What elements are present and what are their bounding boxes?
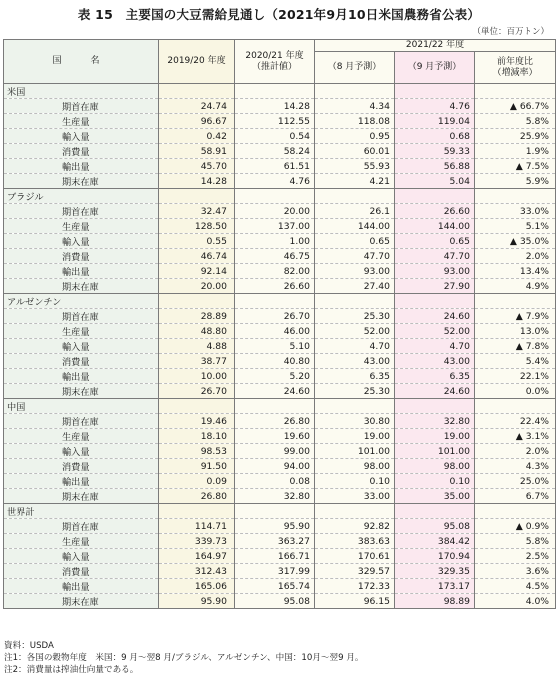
item-label: 生産量 xyxy=(4,429,159,444)
item-label: 輸入量 xyxy=(4,549,159,564)
value-aug: 30.80 xyxy=(315,414,395,429)
value-2020: 363.27 xyxy=(235,534,315,549)
table-row xyxy=(4,264,556,279)
value-sep: 144.00 xyxy=(395,219,475,234)
value-aug: 383.63 xyxy=(315,534,395,549)
value-sep: 95.08 xyxy=(395,519,475,534)
value-2020: 99.00 xyxy=(235,444,315,459)
empty-cell xyxy=(315,189,395,204)
value-2020: 0.08 xyxy=(235,474,315,489)
value-aug: 33.00 xyxy=(315,489,395,504)
table-row xyxy=(4,129,556,144)
value-yoy: 25.0% xyxy=(475,474,556,489)
empty-cell xyxy=(235,399,315,414)
value-aug: 144.00 xyxy=(315,219,395,234)
empty-cell xyxy=(235,189,315,204)
value-yoy: 5.9% xyxy=(475,174,556,189)
value-yoy: 13.4% xyxy=(475,264,556,279)
item-label: 消費量 xyxy=(4,249,159,264)
value-sep: 35.00 xyxy=(395,489,475,504)
value-yoy: 5.8% xyxy=(475,534,556,549)
empty-cell xyxy=(475,399,556,414)
value-sep: 4.70 xyxy=(395,339,475,354)
table-row xyxy=(4,489,556,504)
item-label: 生産量 xyxy=(4,324,159,339)
value-aug: 43.00 xyxy=(315,354,395,369)
value-yoy: 3.6% xyxy=(475,564,556,579)
value-aug: 27.40 xyxy=(315,279,395,294)
item-label: 輸入量 xyxy=(4,444,159,459)
value-2019: 91.50 xyxy=(159,459,235,474)
value-aug: 60.01 xyxy=(315,144,395,159)
value-sep: 0.65 xyxy=(395,234,475,249)
value-2020: 40.80 xyxy=(235,354,315,369)
table-body xyxy=(4,84,556,609)
header-2019: 2019/20 年度 xyxy=(159,40,235,84)
table-row xyxy=(4,204,556,219)
item-label: 輸出量 xyxy=(4,159,159,174)
empty-cell xyxy=(315,294,395,309)
value-2019: 10.00 xyxy=(159,369,235,384)
value-aug: 172.33 xyxy=(315,579,395,594)
table-row xyxy=(4,579,556,594)
value-2020: 26.60 xyxy=(235,279,315,294)
table-row xyxy=(4,174,556,189)
country-row xyxy=(4,399,556,414)
table-row xyxy=(4,384,556,399)
table-row xyxy=(4,114,556,129)
value-sep: 329.35 xyxy=(395,564,475,579)
empty-cell xyxy=(315,504,395,519)
value-2019: 20.00 xyxy=(159,279,235,294)
value-yoy: 4.3% xyxy=(475,459,556,474)
item-label: 輸入量 xyxy=(4,234,159,249)
value-aug: 329.57 xyxy=(315,564,395,579)
item-label: 輸出量 xyxy=(4,579,159,594)
header-2020 xyxy=(235,40,315,84)
value-2019: 24.74 xyxy=(159,99,235,114)
empty-cell xyxy=(159,84,235,99)
value-aug: 0.95 xyxy=(315,129,395,144)
value-sep: 24.60 xyxy=(395,309,475,324)
empty-cell xyxy=(475,189,556,204)
header-sep: （9 月予測） xyxy=(395,52,475,84)
value-2019: 92.14 xyxy=(159,264,235,279)
value-2019: 58.91 xyxy=(159,144,235,159)
value-aug: 52.00 xyxy=(315,324,395,339)
value-aug: 19.00 xyxy=(315,429,395,444)
value-sep: 59.33 xyxy=(395,144,475,159)
value-2020: 1.00 xyxy=(235,234,315,249)
value-sep: 47.70 xyxy=(395,249,475,264)
table-row xyxy=(4,234,556,249)
value-aug: 4.70 xyxy=(315,339,395,354)
table-row xyxy=(4,369,556,384)
value-2020: 137.00 xyxy=(235,219,315,234)
value-2020: 19.60 xyxy=(235,429,315,444)
value-2020: 95.08 xyxy=(235,594,315,609)
empty-cell xyxy=(475,84,556,99)
value-2019: 19.46 xyxy=(159,414,235,429)
empty-cell xyxy=(395,399,475,414)
value-sep: 4.76 xyxy=(395,99,475,114)
value-2019: 26.70 xyxy=(159,384,235,399)
value-aug: 170.61 xyxy=(315,549,395,564)
value-aug: 25.30 xyxy=(315,384,395,399)
footnote-2: 注2：消費量は搾油仕向量である。 xyxy=(4,665,139,675)
item-label: 輸出量 xyxy=(4,369,159,384)
country-name: 米国 xyxy=(4,84,159,99)
header-2020-line1: 2020/21 年度 xyxy=(245,50,304,61)
value-2019: 114.71 xyxy=(159,519,235,534)
value-yoy: ▲ 35.0% xyxy=(475,234,556,249)
table-title: 表 15 主要国の大豆需給見通し（2021年9月10日米国農務省公表） xyxy=(77,7,481,22)
table-row xyxy=(4,414,556,429)
value-yoy: 4.0% xyxy=(475,594,556,609)
value-2019: 32.47 xyxy=(159,204,235,219)
value-2020: 61.51 xyxy=(235,159,315,174)
table-row xyxy=(4,309,556,324)
item-label: 輸入量 xyxy=(4,129,159,144)
empty-cell xyxy=(475,294,556,309)
value-yoy: 4.9% xyxy=(475,279,556,294)
value-yoy: 5.4% xyxy=(475,354,556,369)
item-label: 期首在庫 xyxy=(4,519,159,534)
item-label: 期首在庫 xyxy=(4,309,159,324)
value-aug: 55.93 xyxy=(315,159,395,174)
value-sep: 43.00 xyxy=(395,354,475,369)
value-2019: 38.77 xyxy=(159,354,235,369)
country-row xyxy=(4,84,556,99)
header-2021: 2021/22 年度 xyxy=(315,40,556,52)
value-aug: 6.35 xyxy=(315,369,395,384)
empty-cell xyxy=(235,504,315,519)
item-label: 輸入量 xyxy=(4,339,159,354)
value-2019: 45.70 xyxy=(159,159,235,174)
value-yoy: 22.4% xyxy=(475,414,556,429)
value-aug: 26.1 xyxy=(315,204,395,219)
value-2020: 46.00 xyxy=(235,324,315,339)
table-row xyxy=(4,474,556,489)
country-name: 世界計 xyxy=(4,504,159,519)
value-sep: 0.68 xyxy=(395,129,475,144)
table-row xyxy=(4,534,556,549)
value-yoy: 1.9% xyxy=(475,144,556,159)
value-sep: 6.35 xyxy=(395,369,475,384)
table-row xyxy=(4,549,556,564)
value-aug: 47.70 xyxy=(315,249,395,264)
empty-cell xyxy=(159,399,235,414)
value-2019: 95.90 xyxy=(159,594,235,609)
value-yoy: 25.9% xyxy=(475,129,556,144)
value-2019: 164.97 xyxy=(159,549,235,564)
unit-label: （単位：百万トン） xyxy=(472,27,549,37)
value-yoy: ▲ 7.9% xyxy=(475,309,556,324)
item-label: 期首在庫 xyxy=(4,204,159,219)
item-label: 期首在庫 xyxy=(4,99,159,114)
item-label: 輸出量 xyxy=(4,264,159,279)
value-2019: 4.88 xyxy=(159,339,235,354)
value-2020: 166.71 xyxy=(235,549,315,564)
country-row xyxy=(4,504,556,519)
empty-cell xyxy=(395,504,475,519)
table-row xyxy=(4,159,556,174)
value-2019: 98.53 xyxy=(159,444,235,459)
value-aug: 118.08 xyxy=(315,114,395,129)
value-sep: 384.42 xyxy=(395,534,475,549)
table-row xyxy=(4,219,556,234)
value-aug: 92.82 xyxy=(315,519,395,534)
value-2020: 58.24 xyxy=(235,144,315,159)
value-yoy: 0.0% xyxy=(475,384,556,399)
item-label: 期末在庫 xyxy=(4,489,159,504)
value-yoy: 2.0% xyxy=(475,249,556,264)
item-label: 消費量 xyxy=(4,564,159,579)
item-label: 消費量 xyxy=(4,459,159,474)
value-2019: 0.09 xyxy=(159,474,235,489)
empty-cell xyxy=(159,189,235,204)
footnotes xyxy=(4,640,364,676)
value-2019: 0.42 xyxy=(159,129,235,144)
value-2020: 32.80 xyxy=(235,489,315,504)
value-yoy: ▲ 66.7% xyxy=(475,99,556,114)
value-2020: 94.00 xyxy=(235,459,315,474)
value-2019: 28.89 xyxy=(159,309,235,324)
value-2020: 46.75 xyxy=(235,249,315,264)
header-2020-line2: （推計値） xyxy=(251,61,297,72)
table-row xyxy=(4,144,556,159)
table-row xyxy=(4,444,556,459)
value-yoy: 5.1% xyxy=(475,219,556,234)
value-2019: 26.80 xyxy=(159,489,235,504)
empty-cell xyxy=(235,84,315,99)
value-2020: 95.90 xyxy=(235,519,315,534)
empty-cell xyxy=(159,504,235,519)
value-2020: 14.28 xyxy=(235,99,315,114)
empty-cell xyxy=(395,189,475,204)
value-2020: 20.00 xyxy=(235,204,315,219)
country-name: 中国 xyxy=(4,399,159,414)
table-row xyxy=(4,339,556,354)
value-sep: 93.00 xyxy=(395,264,475,279)
value-2019: 48.80 xyxy=(159,324,235,339)
value-2020: 24.60 xyxy=(235,384,315,399)
value-aug: 0.65 xyxy=(315,234,395,249)
footnote-1: 注1：各国の穀物年度 米国：9 月〜翌8 月/ブラジル、アルゼンチン、中国：10月〜翌9 月。 xyxy=(4,653,364,663)
value-2019: 312.43 xyxy=(159,564,235,579)
value-aug: 101.00 xyxy=(315,444,395,459)
value-sep: 27.90 xyxy=(395,279,475,294)
value-yoy: 6.7% xyxy=(475,489,556,504)
value-2019: 128.50 xyxy=(159,219,235,234)
value-2020: 26.70 xyxy=(235,309,315,324)
item-label: 生産量 xyxy=(4,114,159,129)
item-label: 期首在庫 xyxy=(4,414,159,429)
value-sep: 119.04 xyxy=(395,114,475,129)
value-sep: 5.04 xyxy=(395,174,475,189)
empty-cell xyxy=(395,294,475,309)
value-2020: 112.55 xyxy=(235,114,315,129)
value-sep: 24.60 xyxy=(395,384,475,399)
value-sep: 19.00 xyxy=(395,429,475,444)
value-2019: 46.74 xyxy=(159,249,235,264)
table-row xyxy=(4,99,556,114)
value-aug: 25.30 xyxy=(315,309,395,324)
value-aug: 4.34 xyxy=(315,99,395,114)
value-sep: 52.00 xyxy=(395,324,475,339)
value-2019: 18.10 xyxy=(159,429,235,444)
value-yoy: ▲ 3.1% xyxy=(475,429,556,444)
footnote-source: 資料：USDA xyxy=(4,641,54,651)
value-aug: 96.15 xyxy=(315,594,395,609)
value-2019: 0.55 xyxy=(159,234,235,249)
value-2020: 317.99 xyxy=(235,564,315,579)
table-row xyxy=(4,459,556,474)
value-2019: 96.67 xyxy=(159,114,235,129)
value-sep: 98.89 xyxy=(395,594,475,609)
item-label: 期末在庫 xyxy=(4,174,159,189)
value-2020: 0.54 xyxy=(235,129,315,144)
empty-cell xyxy=(159,294,235,309)
item-label: 消費量 xyxy=(4,144,159,159)
value-yoy: ▲ 7.5% xyxy=(475,159,556,174)
value-2019: 14.28 xyxy=(159,174,235,189)
item-label: 期末在庫 xyxy=(4,594,159,609)
table-row xyxy=(4,519,556,534)
value-aug: 93.00 xyxy=(315,264,395,279)
item-label: 消費量 xyxy=(4,354,159,369)
value-sep: 26.60 xyxy=(395,204,475,219)
empty-cell xyxy=(315,399,395,414)
item-label: 輸出量 xyxy=(4,474,159,489)
value-yoy: 13.0% xyxy=(475,324,556,339)
item-label: 期末在庫 xyxy=(4,384,159,399)
value-2019: 165.06 xyxy=(159,579,235,594)
item-label: 生産量 xyxy=(4,219,159,234)
country-name: アルゼンチン xyxy=(4,294,159,309)
value-aug: 0.10 xyxy=(315,474,395,489)
value-2020: 82.00 xyxy=(235,264,315,279)
empty-cell xyxy=(235,294,315,309)
value-yoy: 22.1% xyxy=(475,369,556,384)
table-row xyxy=(4,429,556,444)
value-2019: 339.73 xyxy=(159,534,235,549)
table-row xyxy=(4,249,556,264)
value-2020: 5.10 xyxy=(235,339,315,354)
item-label: 生産量 xyxy=(4,534,159,549)
empty-cell xyxy=(395,84,475,99)
header-yoy xyxy=(475,52,556,84)
table-row xyxy=(4,354,556,369)
country-row xyxy=(4,294,556,309)
country-row xyxy=(4,189,556,204)
value-sep: 56.88 xyxy=(395,159,475,174)
value-yoy: 5.8% xyxy=(475,114,556,129)
empty-cell xyxy=(315,84,395,99)
value-yoy: 2.5% xyxy=(475,549,556,564)
item-label: 期末在庫 xyxy=(4,279,159,294)
value-sep: 101.00 xyxy=(395,444,475,459)
supply-demand-table xyxy=(3,39,556,609)
value-2020: 4.76 xyxy=(235,174,315,189)
value-2020: 165.74 xyxy=(235,579,315,594)
value-2020: 26.80 xyxy=(235,414,315,429)
value-yoy: ▲ 0.9% xyxy=(475,519,556,534)
table-row xyxy=(4,594,556,609)
value-aug: 4.21 xyxy=(315,174,395,189)
country-name: ブラジル xyxy=(4,189,159,204)
value-sep: 32.80 xyxy=(395,414,475,429)
value-sep: 173.17 xyxy=(395,579,475,594)
value-yoy: 33.0% xyxy=(475,204,556,219)
empty-cell xyxy=(475,504,556,519)
value-2020: 5.20 xyxy=(235,369,315,384)
value-yoy: 2.0% xyxy=(475,444,556,459)
header-country-name: 国 名 xyxy=(4,40,159,84)
header-yoy-line2: （増減率） xyxy=(492,67,538,78)
value-aug: 98.00 xyxy=(315,459,395,474)
value-yoy: 4.5% xyxy=(475,579,556,594)
table-row xyxy=(4,564,556,579)
table-header xyxy=(4,40,556,84)
header-yoy-line1: 前年度比 xyxy=(497,56,534,67)
value-sep: 170.94 xyxy=(395,549,475,564)
value-sep: 98.00 xyxy=(395,459,475,474)
table-row xyxy=(4,324,556,339)
table-row xyxy=(4,279,556,294)
value-yoy: ▲ 7.8% xyxy=(475,339,556,354)
header-aug: （8 月予測） xyxy=(315,52,395,84)
value-sep: 0.10 xyxy=(395,474,475,489)
